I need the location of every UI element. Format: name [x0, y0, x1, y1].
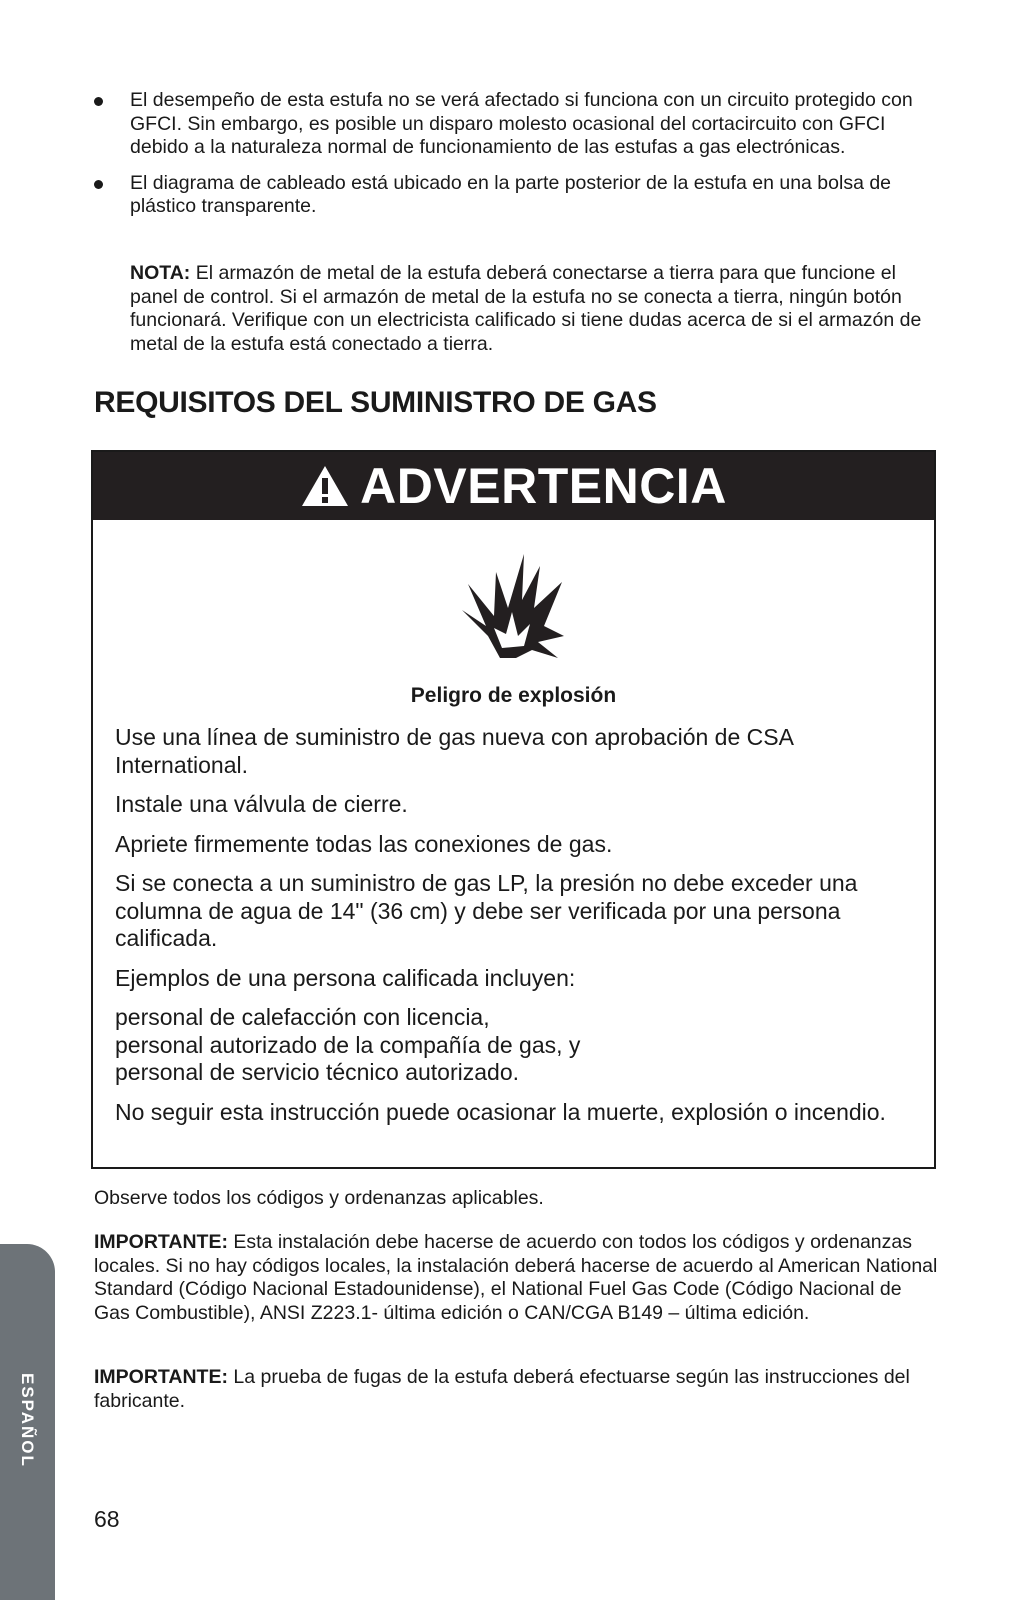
important-paragraph-2	[94, 1366, 939, 1413]
page-number: 68	[94, 1506, 120, 1532]
warning-header	[93, 452, 934, 520]
warning-box	[91, 450, 936, 1169]
language-tab-label: ESPAÑOL	[18, 1373, 37, 1468]
bullet-text: El diagrama de cableado está ubicado en la parte posterior de la estufa en una bolsa de plástico transparente.	[130, 171, 892, 217]
note-label: NOTA:	[130, 262, 191, 284]
note-paragraph	[130, 262, 930, 356]
bullet-text: El desempeño de esta estufa no se verá afectado si funciona con un circuito protegido con GFCI. Sin embargo, es posible un disparo molesto ocasional del cortacircuito con GFCI debido a la naturaleza normal de funcionamiento de las estufas a gas electrónicas.	[130, 89, 913, 158]
important-label: IMPORTANTE:	[94, 1366, 228, 1388]
bullet-dot-icon	[94, 180, 103, 189]
section-title: REQUISITOS DEL SUMINISTRO DE GAS	[94, 386, 657, 419]
codes-paragraph: Observe todos los códigos y ordenanzas aplicables.	[94, 1187, 544, 1209]
bullet-wiring-diagram	[94, 172, 934, 219]
warning-header-title: ADVERTENCIA	[360, 458, 727, 514]
important-label: IMPORTANTE:	[94, 1231, 228, 1253]
warning-paragraph: Si se conecta a un suministro de gas LP, la presión no debe exceder una columna de agua de 14" (36 cm) y debe ser verificada por una persona calificada.	[115, 870, 858, 951]
important-paragraph-1	[94, 1231, 939, 1325]
warning-paragraph: Instale una válvula de cierre.	[115, 791, 408, 817]
note-text: El armazón de metal de la estufa deberá conectarse a tierra para que funcione el panel de control. Si el armazón de metal de la estufa no se conecta a tierra, ningún botón funcionará. Verifique con un electricista calificado si tiene dudas acerca de si el armazón de metal de la estufa está conectado a tierra.	[130, 262, 922, 355]
warning-paragraph: Ejemplos de una persona calificada incluyen:	[115, 964, 576, 991]
explosion-icon	[458, 550, 570, 660]
bullet-list	[94, 89, 934, 231]
warning-body	[93, 724, 934, 1126]
important-text: La prueba de fugas de la estufa deberá efectuarse según las instrucciones del fabricante.	[94, 1366, 910, 1412]
warning-triangle-icon	[300, 464, 350, 508]
bullet-dot-icon	[94, 97, 103, 106]
qualified-persons-list: personal de calefacción con licencia, personal autorizado de la compañía de gas, y personal de servicio técnico autorizado.	[115, 1004, 581, 1085]
warning-paragraph: No seguir esta instrucción puede ocasionar la muerte, explosión o incendio.	[115, 1098, 886, 1125]
warning-paragraph: Apriete firmemente todas las conexiones de gas.	[115, 830, 613, 857]
warning-paragraph: Use una línea de suministro de gas nueva con aprobación de CSA International.	[115, 724, 793, 778]
hazard-title: Peligro de explosión	[410, 684, 617, 707]
bullet-gfci	[94, 89, 934, 160]
important-text: Esta instalación debe hacerse de acuerdo con todos los códigos y ordenanzas locales. Si no hay códigos locales, la instalación deberá hacerse de acuerdo al American National Standard (Código Nacional Estadounidense), el National Fuel Gas Code (Código Nacional de Gas Combustible), ANSI Z223.1- última edición o CAN/CGA B149 – última edición.	[94, 1231, 938, 1324]
